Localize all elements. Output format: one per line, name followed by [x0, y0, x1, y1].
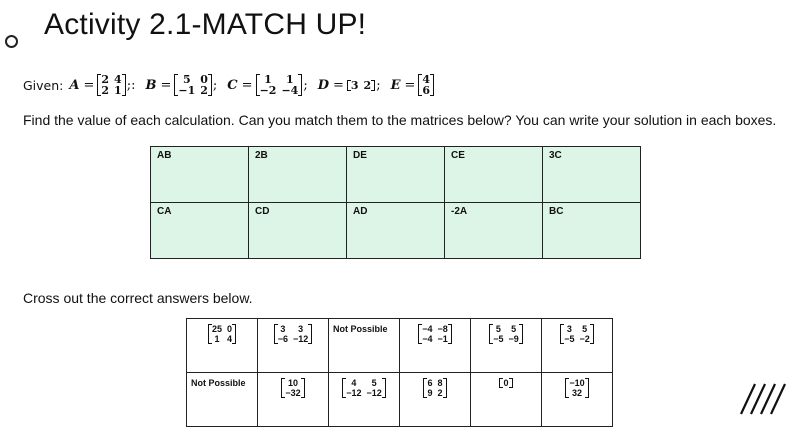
radio-circle-icon[interactable]: [5, 35, 18, 48]
calc-label: CA: [157, 206, 172, 217]
calc-label: AD: [353, 206, 368, 217]
matrix-entry: 2: [101, 73, 110, 86]
matrix-entry: 32: [571, 388, 582, 398]
answer-box[interactable]: [400, 373, 471, 427]
instructions: Find the value of each calculation. Can you match them to the matrices below? You can write your solution in each boxes.: [23, 112, 777, 128]
answer-matrix-wrap: [187, 324, 257, 344]
answer-box[interactable]: [329, 373, 400, 427]
matrix-entry: 6: [427, 378, 433, 388]
matrix-entry: 4: [227, 334, 233, 344]
calculation-grid: [150, 146, 641, 259]
matrix-entry: −10: [569, 378, 585, 388]
separator: ;: [303, 77, 308, 93]
matrix-entry: −4: [422, 334, 433, 344]
given-c-matrix: [256, 74, 303, 96]
equals-sign: =: [332, 77, 344, 93]
equals-sign: =: [404, 77, 416, 93]
matrix-entry: 2: [200, 84, 208, 97]
answer-matrix-wrap: [400, 324, 470, 344]
answer-matrix: [565, 378, 588, 398]
matrix-entry: 5: [511, 324, 517, 334]
matrix-name: E: [390, 77, 401, 93]
matrix-entry: −1: [437, 334, 448, 344]
answer-row: [187, 373, 613, 427]
separator: ;: [376, 77, 381, 93]
matrix-entry: 3: [280, 324, 286, 334]
matrix-entry: 0: [227, 324, 233, 334]
answer-matrix: [208, 324, 236, 344]
matrix-entry: −12: [366, 388, 382, 398]
calc-label: 2B: [255, 150, 268, 161]
calc-row: [151, 203, 641, 259]
matrix-entry: −8: [437, 324, 448, 334]
matrix-entry: 5: [495, 324, 501, 334]
given-matrix-list: [67, 74, 436, 96]
equals-sign: =: [160, 77, 172, 93]
matrix-entry: −2: [579, 334, 590, 344]
matrix-entry: 0: [503, 378, 509, 388]
matrix-entry: 8: [437, 378, 443, 388]
answer-matrix: [342, 378, 386, 398]
calc-label: DE: [353, 150, 367, 161]
answer-matrix-wrap: [400, 378, 470, 398]
matrix-entry: 25: [211, 324, 222, 334]
page-title: Activity 2.1-MATCH UP!: [44, 8, 367, 41]
answer-matrix-wrap: [329, 378, 399, 398]
matrix-name: B: [145, 77, 157, 93]
calc-box-ca[interactable]: [151, 203, 249, 259]
matrix-entry: −1: [178, 84, 196, 97]
equals-sign: =: [241, 77, 253, 93]
answer-row: [187, 319, 613, 373]
answer-matrix-wrap: [258, 324, 328, 344]
calc-label: 3C: [549, 150, 562, 161]
equals-sign: =: [83, 77, 95, 93]
calc-label: CE: [451, 150, 465, 161]
answer-matrix: [418, 324, 452, 344]
cross-out-label: Cross out the correct answers below.: [23, 290, 253, 306]
calc-box-de[interactable]: [347, 147, 445, 203]
calc-label: AB: [157, 150, 172, 161]
matrix-entry: −6: [277, 334, 288, 344]
matrix-entry: 3: [566, 324, 572, 334]
answer-matrix-wrap: [471, 324, 541, 344]
answer-matrix: [489, 324, 523, 344]
matrix-entry: 5: [371, 378, 377, 388]
answer-grid: [186, 318, 613, 427]
answer-box[interactable]: [542, 319, 613, 373]
answer-matrix-wrap: [471, 378, 541, 388]
matrix-entry: 1: [264, 73, 272, 86]
matrix-entry: 2: [101, 84, 110, 97]
answer-box[interactable]: [329, 319, 400, 373]
answer-box[interactable]: [187, 319, 258, 373]
matrix-entry: 4: [351, 378, 357, 388]
calc-box-cd[interactable]: [249, 203, 347, 259]
calc-box-2a[interactable]: [445, 203, 543, 259]
matrix-entry: 1: [214, 334, 220, 344]
matrix-entry: −32: [285, 388, 301, 398]
given-matrix-c: [227, 74, 313, 96]
matrix-entry: −2: [259, 84, 277, 97]
answer-matrix: [499, 378, 512, 388]
matrix-entry: 3: [298, 324, 304, 334]
given-e-matrix: [418, 74, 434, 96]
matrix-entry: 9: [427, 388, 433, 398]
separator: ;:: [126, 77, 136, 93]
answer-matrix-wrap: [542, 324, 612, 344]
answer-box[interactable]: [258, 319, 329, 373]
answer-box[interactable]: [471, 373, 542, 427]
given-matrix-b: [145, 74, 223, 96]
matrix-entry: 4: [422, 73, 431, 86]
calc-box-3c[interactable]: [543, 147, 641, 203]
matrix-name: C: [227, 77, 238, 93]
answer-matrix: [560, 324, 594, 344]
not-possible-label: Not Possible: [191, 378, 246, 388]
given-label: Given:: [23, 77, 64, 93]
answer-matrix-wrap: [258, 378, 328, 398]
given-matrix-a: [69, 74, 141, 96]
answer-box[interactable]: [542, 373, 613, 427]
matrix-entry: 3: [350, 78, 359, 92]
matrix-entry: −4: [422, 324, 433, 334]
calc-label: CD: [255, 206, 270, 217]
given-matrix-e: [391, 74, 434, 96]
matrix-entry: 2: [363, 78, 372, 92]
matrix-entry: −9: [508, 334, 519, 344]
matrix-entry: −5: [564, 334, 575, 344]
answer-box[interactable]: [258, 373, 329, 427]
calc-box-ad[interactable]: [347, 203, 445, 259]
matrix-entry: −12: [292, 334, 309, 344]
separator: ;: [212, 77, 218, 93]
matrix-entry: 4: [114, 73, 122, 86]
matrix-entry: −4: [281, 84, 299, 97]
answer-matrix-wrap: [542, 378, 612, 398]
matrix-entry: 2: [437, 388, 443, 398]
matrix-entry: 6: [422, 84, 431, 97]
answer-box[interactable]: [471, 319, 542, 373]
calc-box-ce[interactable]: [445, 147, 543, 203]
given-a-matrix: [97, 74, 125, 96]
calc-box-ab[interactable]: [151, 147, 249, 203]
matrix-name: D: [317, 77, 329, 93]
answer-box[interactable]: [187, 373, 258, 427]
given-matrix-d: [318, 78, 387, 93]
matrix-entry: −5: [493, 334, 504, 344]
not-possible-label: Not Possible: [333, 324, 388, 334]
answer-matrix: [423, 378, 446, 398]
calc-label: -2A: [451, 206, 468, 217]
given-matrices: [23, 74, 436, 96]
given-d-matrix: [347, 80, 375, 91]
matrix-entry: 1: [114, 84, 122, 97]
answer-matrix: [281, 378, 304, 398]
answer-box[interactable]: [400, 319, 471, 373]
matrix-name: A: [69, 77, 80, 93]
matrix-entry: 5: [582, 324, 588, 334]
calc-label: BC: [549, 206, 564, 217]
calc-box-bc[interactable]: [543, 203, 641, 259]
matrix-entry: −12: [346, 388, 362, 398]
calc-row: [151, 147, 641, 203]
matrix-entry: 10: [287, 378, 298, 388]
calc-box-2b[interactable]: [249, 147, 347, 203]
matrix-entry: 1: [286, 73, 294, 86]
given-b-matrix: [174, 74, 212, 96]
matrix-entry: 5: [182, 73, 191, 86]
matrix-entry: 0: [200, 73, 208, 86]
answer-matrix: [274, 324, 313, 344]
tally-marks-icon: [727, 380, 792, 416]
